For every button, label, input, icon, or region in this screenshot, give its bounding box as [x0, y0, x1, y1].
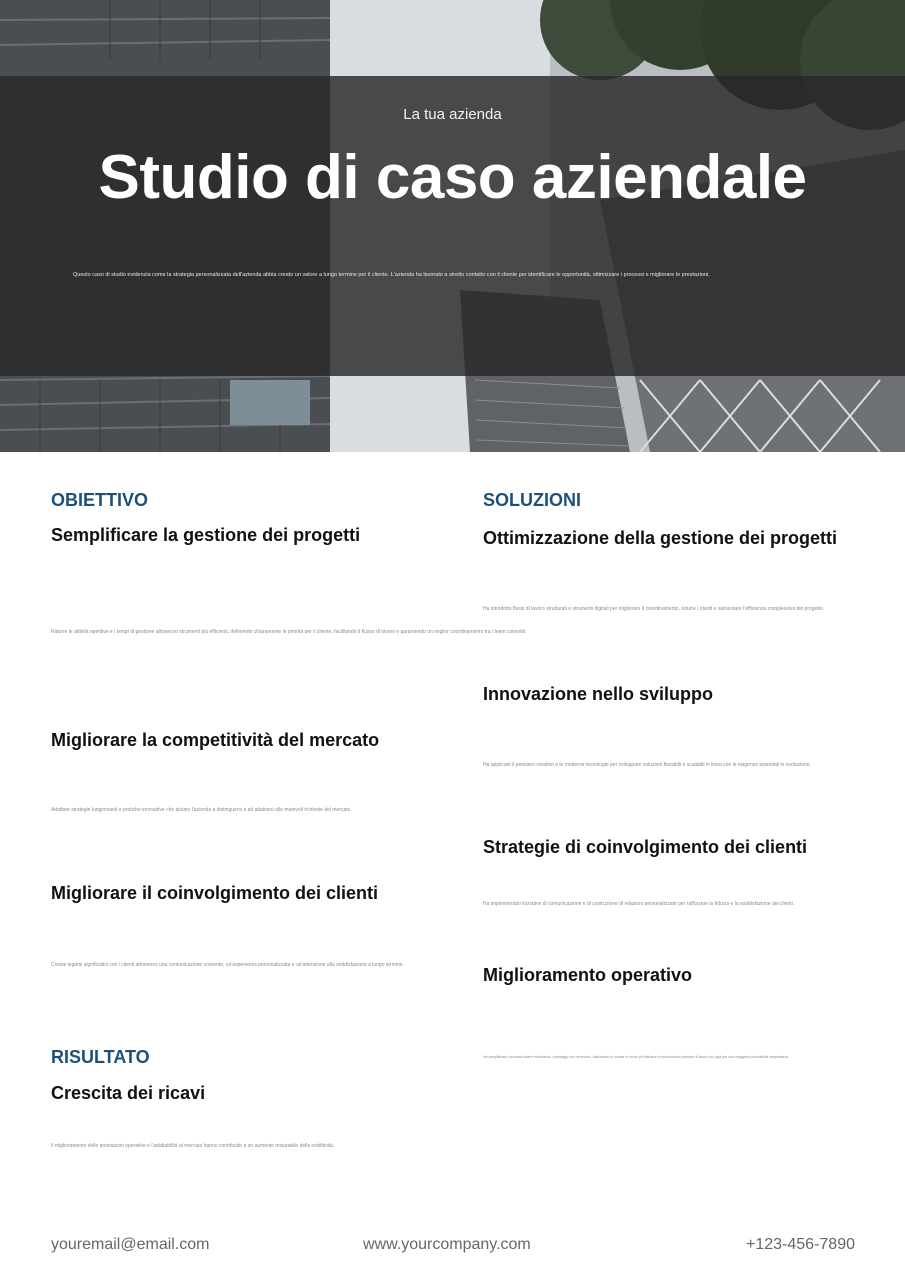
- footer-email[interactable]: youremail@email.com: [51, 1236, 210, 1253]
- solution-item-title: Innovazione nello sviluppo: [483, 684, 714, 704]
- objective-item-title: Semplificare la gestione dei progetti: [51, 525, 361, 545]
- solution-item-desc: Ha semplificato i processi interni eliminando i passaggi non necessari, riallocando le risorse in modo più efficace e introducendo pratiche di lavoro più agili per una maggiore produttività complessiva.: [483, 1055, 789, 1059]
- solution-item-desc: Ha implementato iniziative di comunicazione e di costruzione di relazioni personalizzate per rafforzare la fiducia e la soddisfazione dei clienti.: [483, 901, 795, 907]
- objective-item-desc: Adottare strategie lungimiranti e pratiche innovative che aiutino l'azienda a distinguersi e ad adattarsi alle mutevoli richieste del mercato.: [51, 807, 352, 813]
- solution-item-title: Ottimizzazione della gestione dei progetti: [483, 528, 838, 548]
- section-label-result: RISULTATO: [51, 1047, 150, 1067]
- solution-item-title: Miglioramento operativo: [483, 965, 693, 985]
- page-title: Studio di caso aziendale: [98, 143, 807, 212]
- hero-banner: [0, 0, 905, 452]
- objective-item-title: Migliorare la competitività del mercato: [51, 730, 380, 750]
- result-item-title: Crescita dei ricavi: [51, 1083, 206, 1103]
- footer-website[interactable]: www.yourcompany.com: [363, 1236, 531, 1253]
- objective-item-desc: Ridurre le attività ripetitive e i tempi di gestione attraverso strumenti più efficienti, definendo chiaramente le priorità per il cliente, facilitando il flusso di lavoro e garantendo un miglior coordinamento tra i team coinvolti.: [51, 629, 527, 635]
- objective-item-title: Migliorare il coinvolgimento dei clienti: [51, 883, 379, 903]
- objective-item-desc: Creare legami significativi con i clienti attraverso una comunicazione coerente, un'esperienza personalizzata e un'attenzione alla soddisfazione a lungo termine.: [51, 962, 404, 968]
- solution-item-title: Strategie di coinvolgimento dei clienti: [483, 837, 808, 857]
- solution-item-desc: Ha applicato il pensiero creativo e le moderne tecnologie per sviluppare soluzioni flessibili e scalabili in linea con le esigenze aziendali in evoluzione.: [483, 762, 811, 768]
- section-label-solutions: SOLUZIONI: [483, 490, 581, 510]
- result-item-desc: Il miglioramento delle prestazioni operative e l'adattabilità al mercato hanno contribuito a un aumento misurabile della redditività.: [51, 1143, 335, 1149]
- company-kicker: La tua azienda: [403, 106, 502, 123]
- solution-item-desc: Ha introdotto flussi di lavoro strutturati e strumenti digitali per migliorare il coordinamento, ridurre i ritardi e aumentare l'efficienza complessiva del progetto.: [483, 606, 825, 612]
- section-label-objective: OBIETTIVO: [51, 490, 149, 510]
- intro-paragraph: Questo caso di studio evidenzia come la strategia personalizzata dell'azienda abbia creato un valore a lungo termine per il cliente. L'azienda ha lavorato a stretto contatto con il cliente per identificare le opportunità, ottimizzare i processi e migliorare le prestazioni.: [73, 272, 710, 278]
- footer-phone[interactable]: +123-456-7890: [746, 1236, 855, 1253]
